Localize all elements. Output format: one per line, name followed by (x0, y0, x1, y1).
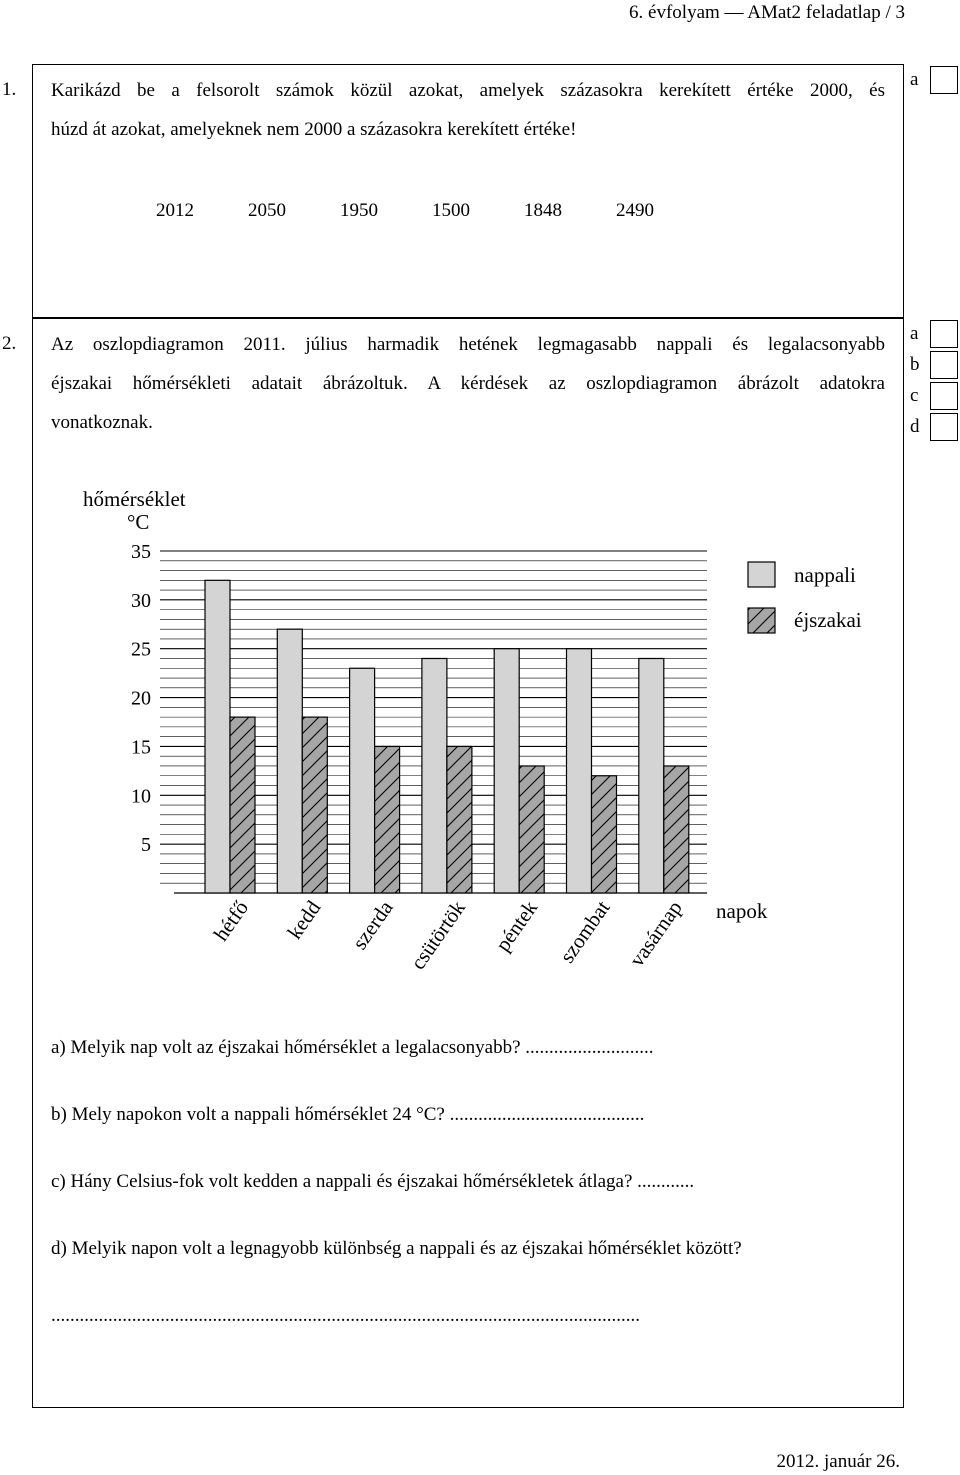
task2-score-box-b[interactable] (930, 351, 958, 379)
task2-score-label-c: c (910, 385, 919, 406)
bar-ejszakai (519, 766, 544, 893)
task2-score-label-a: a (910, 323, 919, 344)
y-tick-label: 20 (131, 687, 151, 710)
y-tick-label: 35 (131, 541, 151, 563)
task2-score-box-c[interactable] (930, 382, 958, 410)
legend-label-nappali: nappali (794, 563, 856, 587)
task2-score-box-a[interactable] (930, 320, 958, 348)
question-c: c) Hány Celsius-fok volt kedden a nappali és éjszakai hőmérsékletek átlaga? ............ (51, 1171, 695, 1192)
bar-nappali (205, 580, 230, 893)
number-item[interactable]: 2050 (248, 200, 286, 221)
footer-date: 2012. január 26. (776, 1451, 900, 1472)
category-label: vasárnap (624, 896, 687, 972)
task1-text-line2: húzd át azokat, amelyeknek nem 2000 a százasokra kerekített értéke! (51, 119, 577, 140)
category-label: hétfő (208, 896, 254, 946)
bar-ejszakai (230, 717, 255, 893)
category-label: csütörtök (405, 896, 470, 974)
question-a: a) Melyik nap volt az éjszakai hőmérséklet a legalacsonyabb? ........................... (51, 1037, 654, 1058)
bar-ejszakai (375, 746, 400, 893)
number-item[interactable]: 1500 (432, 200, 470, 221)
bar-ejszakai (664, 766, 689, 893)
category-label: péntek (490, 896, 543, 956)
y-tick-label: 15 (131, 736, 151, 759)
task2-text-line2: éjszakai hőmérsékleti adatait ábrázoltuk. A kérdések az oszlopdiagramon ábrázolt adatokra (51, 373, 885, 394)
number-item[interactable]: 2490 (616, 200, 654, 221)
task2-text-line3: vonatkoznak. (51, 412, 153, 433)
category-label: szombat (554, 896, 615, 968)
legend-swatch-ejszakai (748, 608, 775, 633)
y-tick-label: 5 (141, 834, 151, 857)
chart-y-axis-unit: °C (127, 510, 150, 534)
bar-nappali (639, 658, 664, 893)
y-tick-label: 30 (131, 589, 151, 612)
chart-x-axis-label: napok (716, 899, 768, 923)
task2-score-box-d[interactable] (930, 413, 958, 441)
y-tick-label: 25 (131, 638, 151, 661)
bar-nappali (422, 658, 447, 893)
y-tick-label: 10 (131, 785, 151, 808)
legend-swatch-nappali (748, 562, 775, 587)
legend-label-ejszakai: éjszakai (794, 608, 862, 632)
bar-nappali (350, 668, 375, 893)
number-item[interactable]: 1848 (524, 200, 562, 221)
chart-y-axis-label: hőmérséklet (83, 487, 186, 511)
task1-number: 1. (2, 79, 17, 100)
task1-score-box-a[interactable] (930, 66, 958, 94)
task2-score-label-b: b (910, 354, 920, 375)
bar-nappali (567, 649, 592, 893)
task1-text-line1: Karikázd be a felsorolt számok közül azokat, amelyek százasokra kerekített értéke 2000, és (51, 80, 885, 101)
number-item[interactable]: 2012 (156, 200, 194, 221)
bar-ejszakai (447, 746, 472, 893)
chart-category-labels (209, 896, 687, 974)
bar-ejszakai (302, 717, 327, 893)
number-item[interactable]: 1950 (340, 200, 378, 221)
task2-number: 2. (2, 333, 17, 354)
temperature-bar-chart (0, 470, 960, 1000)
task1-numbers (156, 200, 708, 222)
question-d: d) Melyik napon volt a legnagyobb különbség a nappali és az éjszakai hőmérséklet között? (51, 1238, 742, 1259)
question-b: b) Mely napokon volt a nappali hőmérséklet 24 °C? ......................................... (51, 1104, 645, 1125)
chart-y-ticks (131, 541, 151, 856)
task1-score-label-a: a (910, 69, 919, 90)
page-header: 6. évfolyam — AMat2 feladatlap / 3 (629, 2, 905, 23)
bar-nappali (277, 629, 302, 893)
answer-line-d[interactable]: ............................................................................................................................ (51, 1305, 640, 1326)
task2-text-line1: Az oszlopdiagramon 2011. július harmadik hetének legmagasabb nappali és legalacsonyabb (51, 334, 885, 355)
category-label: szerda (347, 896, 398, 954)
task2-score-label-d: d (910, 416, 920, 437)
chart-legend (748, 562, 862, 633)
bar-nappali (494, 649, 519, 893)
bar-ejszakai (592, 776, 617, 893)
category-label: kedd (282, 896, 326, 944)
